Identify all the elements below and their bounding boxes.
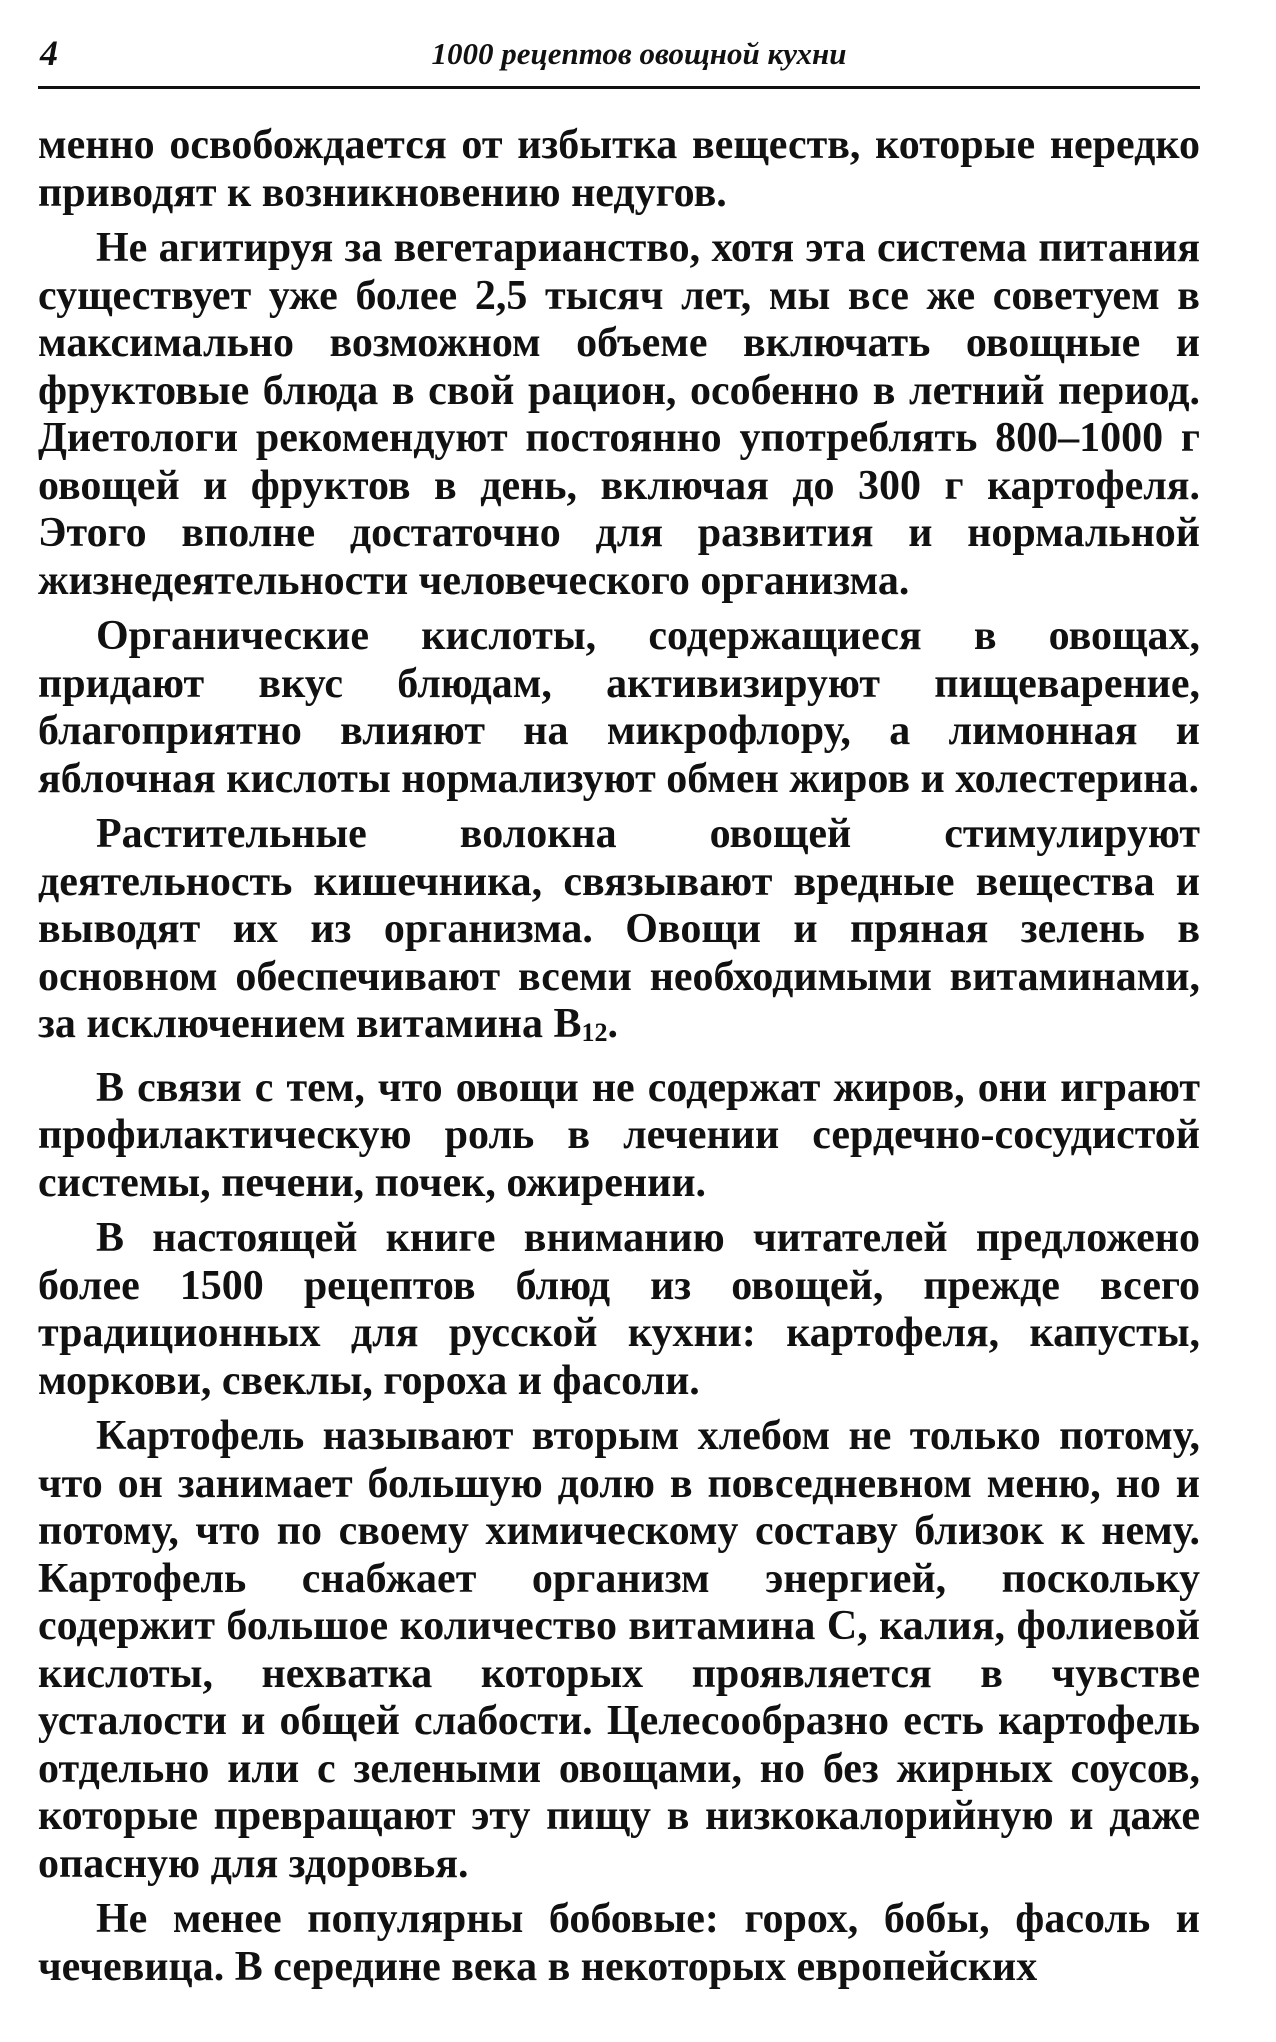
paragraph-no-fats: В связи с тем, что овощи не содержат жиров, они играют профилактическую роль в лечении сердечно-сосудистой системы, печени, почек, ожирении. bbox=[38, 1064, 1200, 1206]
paragraph-vegetarianism: Не агитируя за вегетарианство, хотя эта система питания существует уже более 2,5 тысяч лет, мы все же советуем в максимально возможном объеме включать овощные и фруктовые блюда в свой рацион, особенно в летний период. Диетологи рекомендуют постоянно употреблять 800–1000 г овощей и фруктов в день, включая до 300 г картофеля. Этого вполне достаточно для развития и нормальной жизнедеятельности человеческого организма. bbox=[38, 225, 1200, 604]
vitamin-subscript: 12 bbox=[581, 1018, 608, 1047]
plant-fibers-text: Растительные волокна овощей стимулируют деятельность кишечника, связывают вредные вещества и выводят их из организма. Овощи и пряная зелень в основном обеспечивают всеми необходимыми витаминами, за исключением витамина B bbox=[38, 811, 1200, 1047]
plant-fibers-tail: . bbox=[607, 1001, 618, 1047]
paragraph-legumes: Не менее популярны бобовые: горох, бобы, фасоль и чечевица. В середине века в некоторых европейских bbox=[38, 1896, 1200, 1990]
paragraph-plant-fibers bbox=[38, 811, 1200, 1057]
page-number: 4 bbox=[40, 33, 58, 73]
running-title: 1000 рецептов овощной кухни bbox=[431, 36, 847, 71]
page-header bbox=[38, 32, 1200, 89]
paragraph-continued: менно освобождается от избытка веществ, которые нередко приводят к возникновению недугов. bbox=[38, 122, 1200, 216]
paragraph-organic-acids: Органические кислоты, содержащиеся в овощах, придают вкус блюдам, активизируют пищеварение, благоприятно влияют на микрофлору, а лимонная и яблочная кислоты нормализуют обмен жиров и холестерина. bbox=[38, 613, 1200, 802]
paragraph-book-recipes: В настоящей книге вниманию читателей предложено более 1500 рецептов блюд из овощей, прежде всего традиционных для русской кухни: картофеля, капусты, моркови, свеклы, гороха и фасоли. bbox=[38, 1215, 1200, 1404]
page-body bbox=[38, 122, 1200, 1999]
paragraph-potato: Картофель называют вторым хлебом не только потому, что он занимает большую долю в повседневном меню, но и потому, что по своему химическому составу близок к нему. Картофель снабжает организм энергией, поскольку содержит большое количество витамина С, калия, фолиевой кислоты, нехватка которых проявляется в чувстве усталости и общей слабости. Целесообразно есть картофель отдельно или с зелеными овощами, но без жирных соусов, которые превращают эту пищу в низкокалорийную и даже опасную для здоровья. bbox=[38, 1413, 1200, 1887]
